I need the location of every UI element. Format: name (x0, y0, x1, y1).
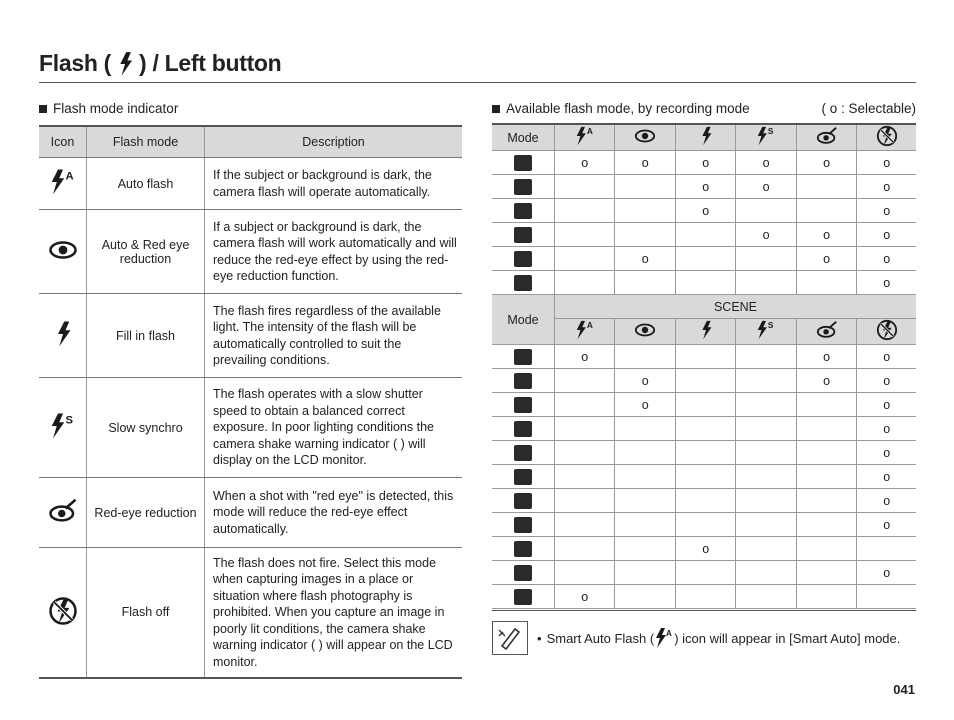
availability-cell (615, 537, 675, 561)
text-icon (514, 469, 532, 485)
landscape-icon (514, 421, 532, 437)
availability-cell (615, 441, 675, 465)
availability-cell: o (857, 175, 916, 199)
svg-text:S: S (65, 414, 73, 427)
flash-icon-header (492, 319, 916, 345)
availability-cell (736, 247, 796, 271)
table-row (492, 513, 916, 537)
table-row (492, 247, 916, 271)
svg-text:A: A (586, 127, 593, 137)
mode-description: If a subject or background is dark, the camera flash will work automatically and will reduce the red-eye effect by using the red-eye reduction function. (205, 210, 463, 294)
availability-cell: o (675, 175, 735, 199)
note-pencil-icon (492, 621, 528, 655)
availability-cell (675, 513, 735, 537)
mode-name: Fill in flash (87, 294, 205, 378)
fireworks-icon (514, 565, 532, 581)
table-row (492, 537, 916, 561)
availability-cell: o (555, 345, 615, 369)
mode-icon-cell (39, 478, 87, 548)
availability-cell (675, 561, 735, 585)
availability-cell (555, 393, 615, 417)
left-section-heading: Flash mode indicator (39, 101, 178, 116)
availability-cell (615, 585, 675, 609)
availability-cell (615, 223, 675, 247)
svg-text:A: A (65, 170, 74, 183)
availability-cell: o (857, 271, 916, 295)
availability-cell (675, 489, 735, 513)
availability-cell (796, 271, 856, 295)
availability-cell: o (555, 585, 615, 609)
availability-cell (555, 369, 615, 393)
mode-icon-cell (39, 294, 87, 378)
availability-cell (615, 271, 675, 295)
table-row (492, 199, 916, 223)
availability-cell (675, 465, 735, 489)
mode-icon-cell (39, 158, 87, 210)
table-row (39, 294, 462, 378)
scene-header (492, 295, 916, 319)
availability-cell (555, 199, 615, 223)
availability-cell: o (675, 199, 735, 223)
col-flash-mode: Flash mode (87, 126, 205, 158)
availability-cell: o (675, 537, 735, 561)
availability-cell (736, 441, 796, 465)
sunset-icon (514, 493, 532, 509)
page-number: 041 (893, 682, 915, 697)
availability-cell (555, 175, 615, 199)
availability-cell (796, 441, 856, 465)
mode-icon-cell (39, 210, 87, 294)
availability-cell: o (857, 489, 916, 513)
availability-cell: o (796, 247, 856, 271)
availability-cell (615, 465, 675, 489)
flash-auto-icon (574, 125, 596, 147)
aperture-shutter-mode-icon (514, 179, 532, 195)
beach-snow-icon (514, 589, 532, 605)
availability-cell (615, 199, 675, 223)
availability-cell (675, 345, 735, 369)
table-row (492, 223, 916, 247)
availability-cell: o (857, 465, 916, 489)
availability-cell: o (555, 151, 615, 175)
availability-cell: o (857, 247, 916, 271)
red-eye-auto-icon (634, 319, 656, 341)
availability-cell (675, 369, 735, 393)
availability-cell: o (615, 369, 675, 393)
availability-cell (736, 369, 796, 393)
table-row (492, 417, 916, 441)
note: • Smart Auto Flash ( A ) icon will appear in [Smart Auto] mode. (492, 620, 916, 656)
table-row (39, 210, 462, 294)
availability-cell (675, 223, 735, 247)
mode-description: The flash fires regardless of the available light. The intensity of the flash will be automatically controlled to suit the prevailing conditions. (205, 294, 463, 378)
dual-is-mode-icon (514, 227, 532, 243)
availability-cell (555, 561, 615, 585)
availability-cell (796, 417, 856, 441)
availability-cell (555, 271, 615, 295)
table-row (39, 378, 462, 478)
availability-cell (736, 417, 796, 441)
availability-cell (675, 441, 735, 465)
table-row (492, 175, 916, 199)
svg-text:S: S (767, 321, 774, 331)
beauty-shot-mode-icon (514, 251, 532, 267)
availability-cell (675, 271, 735, 295)
mode-name: Slow synchro (87, 378, 205, 478)
availability-cell: o (615, 151, 675, 175)
movie-mode-icon (514, 275, 532, 291)
availability-cell (555, 441, 615, 465)
portrait-icon (514, 397, 532, 413)
availability-cell (555, 537, 615, 561)
availability-cell: o (736, 175, 796, 199)
availability-cell (736, 199, 796, 223)
availability-cell (796, 393, 856, 417)
availability-cell: o (857, 223, 916, 247)
closeup-icon (514, 445, 532, 461)
mode-name: Red-eye reduction (87, 478, 205, 548)
availability-cell (796, 489, 856, 513)
col-icon: Icon (39, 126, 87, 158)
mode-icon-cell (39, 548, 87, 678)
availability-cell (615, 561, 675, 585)
availability-cell (857, 585, 916, 609)
flash-off-icon (876, 125, 898, 147)
scene-label: SCENE (555, 295, 917, 319)
availability-cell (796, 513, 856, 537)
availability-cell: o (796, 345, 856, 369)
smart-auto-flash-icon (654, 627, 674, 649)
selectable-legend: ( o : Selectable) (821, 101, 916, 116)
red-eye-fix-icon (816, 125, 838, 147)
availability-cell: o (857, 441, 916, 465)
table-row (492, 393, 916, 417)
availability-cell (555, 465, 615, 489)
flash-auto-icon (574, 319, 596, 341)
page-title: Flash ( ) / Left button (39, 50, 282, 76)
red-eye-auto-icon (634, 125, 656, 147)
availability-cell (615, 489, 675, 513)
availability-cell (555, 417, 615, 441)
availability-cell: o (736, 223, 796, 247)
mode-name: Flash off (87, 548, 205, 678)
table-row (492, 585, 916, 609)
mode-description: If the subject or background is dark, the camera flash will operate automatically. (205, 158, 463, 210)
availability-cell (796, 537, 856, 561)
slow-sync-icon (755, 319, 777, 341)
availability-cell: o (857, 393, 916, 417)
availability-cell: o (675, 151, 735, 175)
availability-cell: o (796, 369, 856, 393)
manual-mode-icon (514, 203, 532, 219)
title-divider (39, 82, 916, 83)
availability-cell (555, 247, 615, 271)
availability-cell (736, 585, 796, 609)
table-row (492, 561, 916, 585)
availability-cell: o (736, 151, 796, 175)
table-row (492, 151, 916, 175)
availability-cell (796, 199, 856, 223)
availability-cell (857, 537, 916, 561)
mode-header: Mode (492, 124, 555, 151)
availability-cell: o (857, 151, 916, 175)
availability-cell (555, 489, 615, 513)
mode-description: The flash does not fire. Select this mode when capturing images in a place or situation where flash photography is prohibited. When you capture an image in poorly lit conditions, the camera shake warning indicator ( ) will appear on the LCD monitor. (205, 548, 463, 678)
availability-table-modes (492, 123, 916, 295)
table-row (39, 478, 462, 548)
availability-cell (555, 223, 615, 247)
availability-cell: o (857, 561, 916, 585)
flash-off-icon (876, 319, 898, 341)
table-row (492, 489, 916, 513)
mode-description: When a shot with "red eye" is detected, this mode will reduce the red-eye effect automatically. (205, 478, 463, 548)
availability-cell (615, 417, 675, 441)
note-divider (492, 610, 916, 611)
fill-flash-icon (695, 125, 717, 147)
table-row (39, 158, 462, 210)
availability-cell (675, 585, 735, 609)
mode-header: Mode (492, 295, 555, 345)
fill-flash-icon (695, 319, 717, 341)
availability-cell (675, 417, 735, 441)
mode-name: Auto flash (87, 158, 205, 210)
availability-cell (675, 393, 735, 417)
availability-cell (736, 537, 796, 561)
availability-cell (796, 561, 856, 585)
availability-cell (615, 175, 675, 199)
availability-cell (555, 513, 615, 537)
red-eye-fix-icon (48, 496, 78, 526)
availability-cell (796, 585, 856, 609)
flash-off-icon (48, 596, 78, 626)
table-row (492, 271, 916, 295)
mode-description: The flash operates with a slow shutter speed to obtain a balanced correct exposure. In poor lighting conditions the camera shake warning indicator ( ) will display on the LCD monitor. (205, 378, 463, 478)
night-icon (514, 373, 532, 389)
frame-guide-icon (514, 349, 532, 365)
availability-cell (736, 271, 796, 295)
fill-flash-icon (48, 319, 78, 349)
table-row (492, 465, 916, 489)
availability-cell: o (857, 345, 916, 369)
availability-table-scene (492, 295, 916, 609)
table-row (492, 441, 916, 465)
right-section-heading: Available flash mode, by recording mode ( o : Selectable) (492, 101, 916, 116)
availability-cell (796, 465, 856, 489)
mode-icon-cell (39, 378, 87, 478)
table-row (492, 369, 916, 393)
availability-cell (796, 175, 856, 199)
availability-cell (736, 465, 796, 489)
flash-icon-header (492, 124, 916, 151)
col-description: Description (205, 126, 463, 158)
backlight-icon (514, 541, 532, 557)
red-eye-auto-icon (48, 235, 78, 265)
svg-text:A: A (586, 321, 593, 331)
availability-cell: o (615, 393, 675, 417)
availability-cell (736, 489, 796, 513)
availability-cell (736, 513, 796, 537)
availability-cell: o (796, 223, 856, 247)
svg-text:S: S (767, 127, 774, 137)
availability-cell (736, 345, 796, 369)
red-eye-fix-icon (816, 319, 838, 341)
availability-cell: o (857, 199, 916, 223)
dawn-icon (514, 517, 532, 533)
availability-cell: o (615, 247, 675, 271)
availability-cell: o (857, 513, 916, 537)
flash-icon (114, 51, 136, 77)
mode-name: Auto & Red eye reduction (87, 210, 205, 294)
table-row (492, 345, 916, 369)
smart-auto-mode-icon (514, 155, 532, 171)
svg-text:A: A (666, 629, 672, 638)
availability-cell: o (796, 151, 856, 175)
availability-cell (675, 247, 735, 271)
slow-sync-icon (48, 411, 78, 441)
flash-auto-icon (48, 167, 78, 197)
table-row (39, 548, 462, 678)
flash-mode-table (39, 125, 462, 679)
availability-cell (615, 513, 675, 537)
availability-cell (615, 345, 675, 369)
availability-cell: o (857, 369, 916, 393)
availability-cell (736, 561, 796, 585)
availability-cell: o (857, 417, 916, 441)
slow-sync-icon (755, 125, 777, 147)
availability-cell (736, 393, 796, 417)
